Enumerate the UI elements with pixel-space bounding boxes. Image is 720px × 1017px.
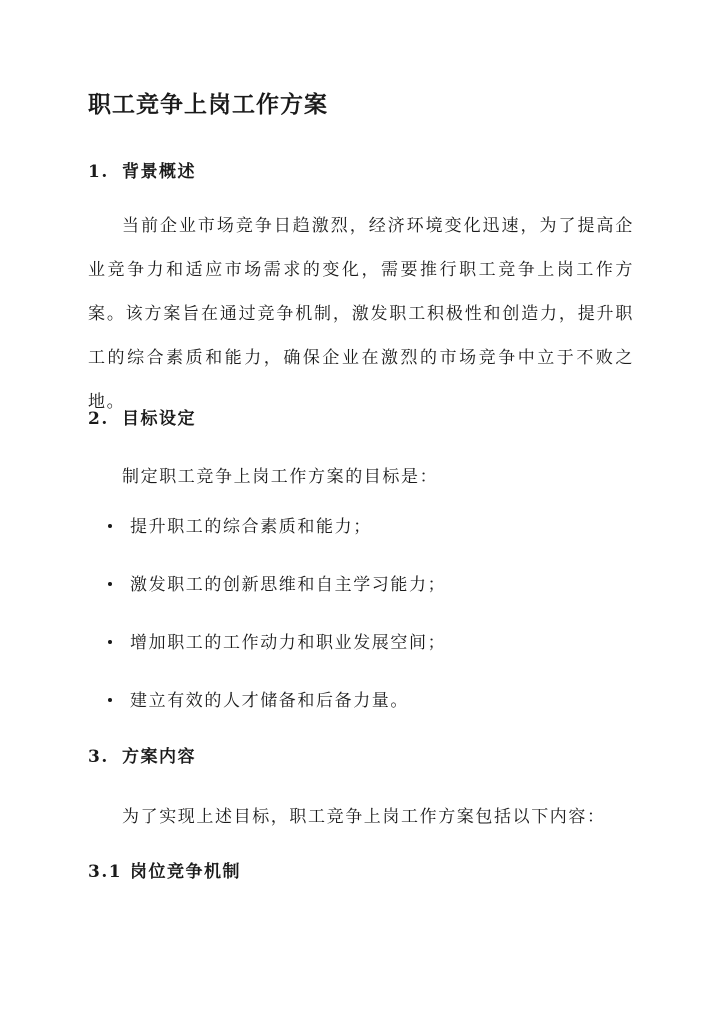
document-title: 职工竞争上岗工作方案	[88, 91, 328, 118]
section-heading-job-competition	[88, 857, 241, 882]
bullet-dot-icon	[108, 640, 112, 644]
section-number: 1.	[88, 162, 109, 182]
section-heading-plan-content	[88, 742, 196, 767]
section-heading-goals	[88, 404, 196, 429]
section-number: 3.	[88, 747, 109, 767]
bullet-dot-icon	[108, 524, 112, 528]
list-item-text: 提升职工的综合素质和能力；	[130, 517, 372, 537]
section-heading-background	[88, 157, 196, 182]
section-title: 岗位竞争机制	[130, 862, 241, 882]
section-number: 2.	[88, 409, 109, 429]
section-title: 方案内容	[122, 747, 196, 767]
bullet-dot-icon	[108, 698, 112, 702]
plan-content-intro: 为了实现上述目标，职工竞争上岗工作方案包括以下内容：	[122, 807, 606, 827]
section-title: 目标设定	[122, 409, 196, 429]
background-paragraph: 当前企业市场竞争日趋激烈，经济环境变化迅速，为了提高企业竞争力和适应市场需求的变化，需要推行职工竞争上岗工作方案。该方案旨在通过竞争机制，激发职工积极性和创造力，提升职工的综合素质和能力，确保企业在激烈的市场竞争中立于不败之地。	[88, 216, 634, 412]
bullet-dot-icon	[108, 582, 112, 586]
section-title: 背景概述	[122, 162, 196, 182]
section-number: 3.1	[88, 862, 123, 882]
list-item-text: 增加职工的工作动力和职业发展空间；	[130, 633, 447, 653]
list-item-text: 激发职工的创新思维和自主学习能力；	[130, 575, 447, 595]
goals-intro: 制定职工竞争上岗工作方案的目标是：	[122, 467, 439, 487]
list-item-text: 建立有效的人才储备和后备力量。	[130, 691, 409, 711]
